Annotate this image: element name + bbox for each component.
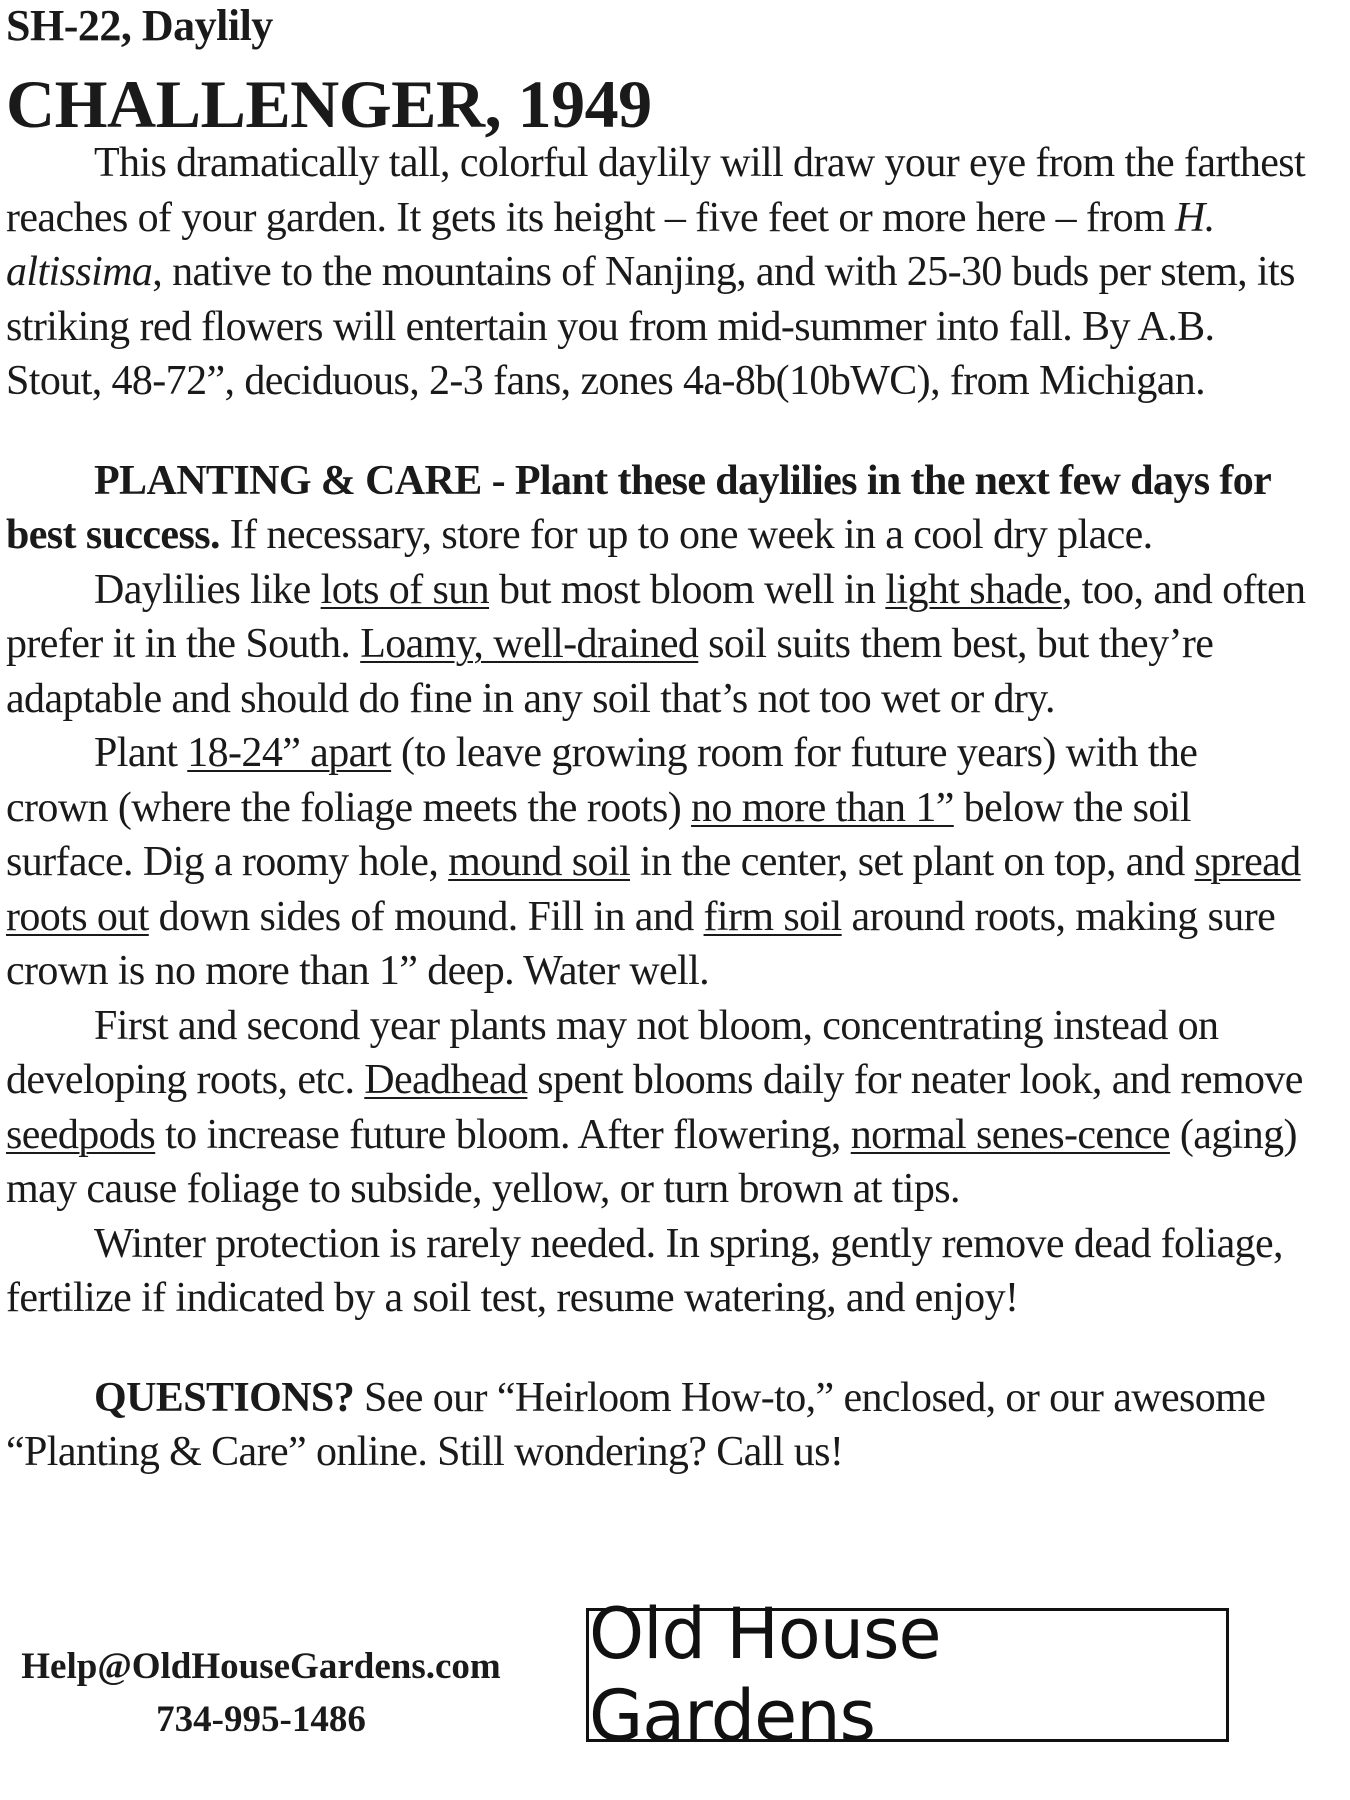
sun-text-4: soil suits them best, but they’re adaptable and should do fine in any soil that’s not too wet or dry.	[6, 621, 1214, 722]
plant-text-2: (to leave growing room for future years) with the crown (where the foliage meets the roots)	[6, 730, 1198, 831]
email-link[interactable]: Help@OldHouseGardens.com	[21, 1646, 501, 1687]
contact-block	[6, 1640, 516, 1746]
logo-text: Old House Gardens	[589, 1593, 941, 1757]
page-title: CHALLENGER, 1949	[6, 66, 652, 142]
shade-emphasis: light shade	[885, 566, 1062, 613]
description-text-b: , native to the mountains of Nanjing, and with 25-30 buds per stem, its striking red flowers will entertain you from mid-summer into fall. By A.B. Stout, 48-72”, deciduous, 2-3 fans, zones 4a-8b(10bWC), from Michigan.	[6, 249, 1295, 404]
winter-paragraph: Winter protection is rarely needed. In spring, gently remove dead foliage, fertilize if indicated by a soil test, resume watering, and enjoy!	[6, 1220, 1283, 1321]
questions-text: See our “Heirloom How-to,” enclosed, or our awesome “Planting & Care” online. Still wondering? Call us!	[6, 1374, 1266, 1475]
soil-emphasis: Loamy, well-drained	[360, 621, 699, 667]
planting-paragraph	[6, 726, 1306, 999]
body-text	[6, 136, 1306, 1480]
bloom-text-2: spent blooms daily for neater look, and remove	[527, 1057, 1303, 1103]
bloom-paragraph	[6, 999, 1306, 1217]
species-name: H. altissima	[6, 194, 1215, 295]
spacing-emphasis: 18-24” apart	[187, 730, 392, 776]
plant-text-1: Plant	[94, 730, 188, 776]
bloom-text-1: First and second year plants may not bloom, concentrating instead on developing roots, etc.	[6, 1002, 1219, 1103]
planting-intro-text: If necessary, store for up to one week in a cool dry place.	[219, 512, 1153, 558]
questions-heading: QUESTIONS?	[94, 1374, 355, 1421]
description-paragraph	[6, 136, 1306, 409]
description-text-a: This dramatically tall, colorful daylily will draw your eye from the farthest reaches of your garden. It gets its height – five feet or more here – from	[6, 140, 1306, 241]
seedpods-emphasis: seedpods	[6, 1111, 156, 1158]
sun-text-2: but most bloom well in	[489, 566, 886, 613]
sun-text-3: , too, and often prefer it in the South.	[6, 566, 1306, 667]
sun-emphasis: lots of sun	[320, 566, 490, 613]
questions-paragraph	[6, 1371, 1306, 1480]
depth-emphasis: no more than 1”	[691, 784, 954, 831]
planting-intro-paragraph	[6, 454, 1306, 563]
phone-number[interactable]: 734-995-1486	[156, 1699, 366, 1740]
plant-text-3: below the soil surface. Dig a roomy hole,	[6, 784, 1191, 885]
bloom-text-4: (aging) may cause foliage to subside, yellow, or turn brown at tips.	[6, 1111, 1297, 1212]
deadhead-emphasis: Deadhead	[364, 1057, 528, 1103]
senescence-emphasis: normal senes-cence	[850, 1111, 1170, 1158]
sun-text-1: Daylilies like	[94, 566, 321, 613]
brand-logo	[586, 1593, 1229, 1757]
mound-emphasis: mound soil	[448, 839, 631, 885]
sun-soil-paragraph	[6, 563, 1306, 727]
plant-text-4: in the center, set plant on top, and	[630, 839, 1195, 885]
plant-text-5: down sides of mound. Fill in and	[148, 893, 704, 940]
bloom-text-3: to increase future bloom. After flowering,	[155, 1111, 851, 1158]
firm-emphasis: firm soil	[703, 893, 842, 940]
plant-text-6: around roots, making sure crown is no more than 1” deep. Water well.	[6, 893, 1276, 994]
planting-heading: PLANTING & CARE - Plant these daylilies in the next few days for best success.	[6, 457, 1271, 558]
product-code: SH-22, Daylily	[6, 1, 273, 50]
roots-emphasis: spread roots out	[6, 839, 1301, 940]
